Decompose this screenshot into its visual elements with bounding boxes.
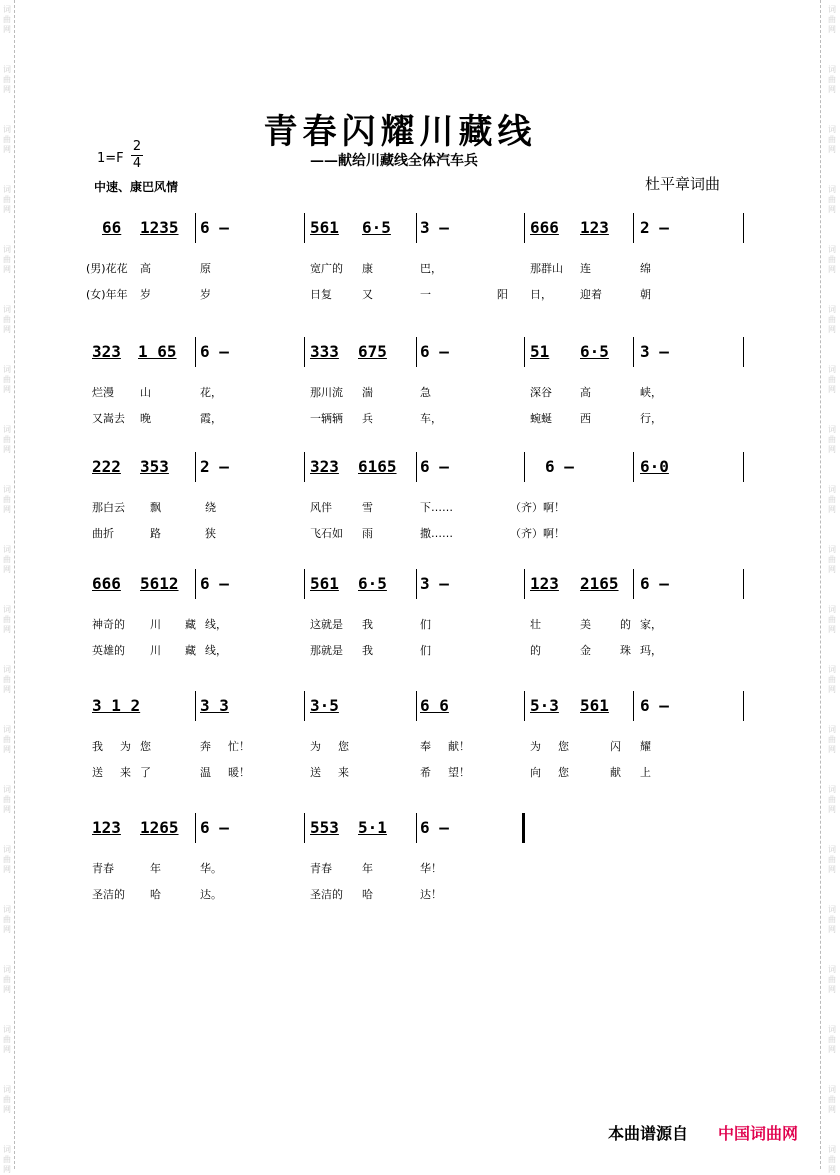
song-subtitle: ——献给川藏线全体汽车兵 — [310, 153, 478, 169]
barline — [416, 337, 417, 367]
footer-site-link[interactable]: 中国词曲网 — [718, 1124, 799, 1143]
note-group: 6 – — [420, 342, 449, 361]
lyric-verse-2: 兵 — [362, 412, 373, 425]
lyric-verse-2: 的 — [530, 644, 541, 657]
lyric-verse-2: 又嵩去 — [92, 412, 125, 425]
note-group: 6 – — [200, 818, 229, 837]
lyric-verse-2: 温 — [200, 766, 211, 779]
lyric-verse-1: 康 — [362, 262, 373, 275]
lyric-verse-1: 那白云 — [92, 501, 125, 514]
lyric-verse-2: 哈 — [150, 888, 161, 901]
barline — [304, 691, 305, 721]
note-group: 6 – — [420, 457, 449, 476]
lyric-verse-2: 望！ — [448, 766, 470, 779]
barline — [304, 569, 305, 599]
lyric-verse-1: 藏 — [185, 618, 196, 631]
lyric-verse-1: 家， — [640, 618, 662, 631]
lyric-verse-1: 为 — [530, 740, 541, 753]
note-group: 6 – — [420, 818, 449, 837]
lyric-verse-2: 车， — [420, 412, 442, 425]
note-group: 6 6 — [420, 696, 449, 715]
lyric-verse-2: 飞石如 — [310, 527, 343, 540]
lyric-verse-2: 行， — [640, 412, 662, 425]
composer-credit: 杜平章词曲 — [645, 175, 721, 193]
lyric-verse-1: 您 — [338, 740, 349, 753]
lyric-verse-2: 蜿蜒 — [530, 412, 552, 425]
lyric-verse-1: 山 — [140, 386, 151, 399]
note-group: 323 — [92, 342, 121, 361]
lyric-verse-1: 耀 — [640, 740, 651, 753]
watermark-text: 词 曲 网 — [828, 905, 836, 934]
barline — [524, 691, 525, 721]
lyric-verse-2: 岁 — [140, 288, 151, 301]
watermark-text: 词 曲 网 — [3, 5, 11, 34]
lyric-verse-2: 送 — [310, 766, 321, 779]
lyric-verse-2: 川 — [150, 644, 161, 657]
lyric-verse-1: 花， — [200, 386, 222, 399]
watermark-text: 词 曲 网 — [3, 665, 11, 694]
note-group: 222 — [92, 457, 121, 476]
watermark-text: 词 曲 网 — [828, 185, 836, 214]
lyric-verse-1: 原 — [200, 262, 211, 275]
lyric-verse-1: (男)花花 — [86, 262, 128, 275]
watermark-text: 词 曲 网 — [828, 65, 836, 94]
watermark-text: 词 曲 网 — [3, 725, 11, 754]
note-group: 2 – — [200, 457, 229, 476]
note-group: 6 – — [200, 342, 229, 361]
lyric-verse-1: 闪 — [610, 740, 621, 753]
note-group: 6·0 — [640, 457, 669, 476]
watermark-text: 词 曲 网 — [3, 1145, 11, 1174]
watermark-text: 词 曲 网 — [828, 245, 836, 274]
lyric-verse-2: 那就是 — [310, 644, 343, 657]
lyric-verse-1: 连 — [580, 262, 591, 275]
note-group: 5·3 — [530, 696, 559, 715]
note-group: 3 – — [420, 218, 449, 237]
lyric-verse-1: 为 — [310, 740, 321, 753]
lyric-verse-2: （齐）啊！ — [510, 527, 565, 540]
lyric-verse-2: 希 — [420, 766, 431, 779]
watermark-text: 词 曲 网 — [3, 125, 11, 154]
lyric-verse-2: 岁 — [200, 288, 211, 301]
barline — [633, 452, 634, 482]
lyric-verse-1: 您 — [140, 740, 151, 753]
lyric-verse-2: 达！ — [420, 888, 442, 901]
lyric-verse-1: 那川流 — [310, 386, 343, 399]
lyric-verse-1: 奉 — [420, 740, 431, 753]
note-group: 6 – — [200, 574, 229, 593]
lyric-verse-2: 我 — [362, 644, 373, 657]
watermark-text: 词 曲 网 — [828, 785, 836, 814]
lyric-verse-2: 又 — [362, 288, 373, 301]
lyric-verse-2: 上 — [640, 766, 651, 779]
lyric-verse-1: 的 — [620, 618, 631, 631]
watermark-text: 词 曲 网 — [828, 605, 836, 634]
barline — [633, 337, 634, 367]
barline — [524, 337, 525, 367]
watermark-text: 词 曲 网 — [828, 965, 836, 994]
note-group: 675 — [358, 342, 387, 361]
note-group: 5·1 — [358, 818, 387, 837]
watermark-text: 词 曲 网 — [828, 545, 836, 574]
barline — [416, 569, 417, 599]
barline — [633, 213, 634, 243]
song-title: 青春闪耀川藏线 — [263, 112, 537, 152]
lyric-verse-1: 巴， — [420, 262, 442, 275]
note-group: 6·5 — [362, 218, 391, 237]
barline — [195, 452, 196, 482]
time-signature — [131, 139, 143, 172]
note-group: 666 — [92, 574, 121, 593]
note-group: 6·5 — [358, 574, 387, 593]
watermark-text: 词 曲 网 — [828, 485, 836, 514]
note-group: 353 — [140, 457, 169, 476]
lyric-verse-1: 青春 — [310, 862, 332, 875]
lyric-verse-1: 美 — [580, 618, 591, 631]
watermark-text: 词 曲 网 — [828, 1085, 836, 1114]
lyric-verse-1: 风伴 — [310, 501, 332, 514]
barline — [416, 691, 417, 721]
time-signature-bottom: 4 — [132, 156, 142, 171]
lyric-verse-1: 绕 — [205, 501, 216, 514]
barline — [195, 213, 196, 243]
watermark-text: 词 曲 网 — [828, 5, 836, 34]
lyric-verse-2: 们 — [420, 644, 431, 657]
lyric-verse-2: 暖！ — [228, 766, 250, 779]
footer-source-label: 本曲谱源自 — [608, 1124, 689, 1143]
barline — [524, 452, 525, 482]
lyric-verse-2: 来 — [338, 766, 349, 779]
lyric-verse-2: 来 — [120, 766, 131, 779]
note-group: 6165 — [358, 457, 397, 476]
barline — [304, 813, 305, 843]
lyric-verse-2: 了 — [140, 766, 151, 779]
watermark-text: 词 曲 网 — [3, 545, 11, 574]
barline — [416, 213, 417, 243]
watermark-text: 词 曲 网 — [3, 185, 11, 214]
watermark-text: 词 曲 网 — [828, 425, 836, 454]
lyric-verse-2: 一 — [420, 288, 431, 301]
lyric-verse-1: 我 — [362, 618, 373, 631]
barline — [633, 691, 634, 721]
lyric-verse-2: 珠 — [620, 644, 631, 657]
barline — [743, 213, 744, 243]
barline — [304, 337, 305, 367]
barline — [195, 337, 196, 367]
lyric-verse-1: 您 — [558, 740, 569, 753]
lyric-verse-1: 这就是 — [310, 618, 343, 631]
barline — [195, 813, 196, 843]
note-group: 123 — [530, 574, 559, 593]
lyric-verse-1: 忙！ — [228, 740, 250, 753]
lyric-verse-1: 川 — [150, 618, 161, 631]
note-group: 2 – — [640, 218, 669, 237]
lyric-verse-2: 您 — [558, 766, 569, 779]
note-group: 3 3 — [200, 696, 229, 715]
lyric-verse-1: 年 — [150, 862, 161, 875]
barline — [743, 337, 744, 367]
lyric-verse-2: 玛， — [640, 644, 662, 657]
lyric-verse-1: 为 — [120, 740, 131, 753]
watermark-text: 词 曲 网 — [3, 65, 11, 94]
barline — [416, 452, 417, 482]
lyric-verse-2: (女)年年 — [86, 288, 128, 301]
lyric-verse-2: 雨 — [362, 527, 373, 540]
watermark-text: 词 曲 网 — [828, 125, 836, 154]
lyric-verse-1: 下…… — [420, 501, 453, 514]
lyric-verse-1: 绵 — [640, 262, 651, 275]
lyric-verse-2: 路 — [150, 527, 161, 540]
watermark-text: 词 曲 网 — [3, 845, 11, 874]
note-group: 3·5 — [310, 696, 339, 715]
time-signature-top: 2 — [132, 139, 142, 154]
note-group: 3 – — [420, 574, 449, 593]
barline — [524, 213, 525, 243]
lyric-verse-1: 奔 — [200, 740, 211, 753]
lyric-verse-2: 线， — [205, 644, 227, 657]
note-group: 1265 — [140, 818, 179, 837]
lyric-verse-1: （齐）啊！ — [510, 501, 565, 514]
note-group: 553 — [310, 818, 339, 837]
barline — [633, 569, 634, 599]
lyric-verse-1: 献！ — [448, 740, 470, 753]
lyric-verse-1: 青春 — [92, 862, 114, 875]
tempo-marking: 中速、康巴风情 — [94, 180, 179, 194]
note-group: 51 — [530, 342, 550, 361]
note-group: 66 — [102, 218, 122, 237]
lyric-verse-1: 雪 — [362, 501, 373, 514]
note-group: 6 – — [640, 574, 669, 593]
barline — [304, 452, 305, 482]
watermark-text: 词 曲 网 — [3, 425, 11, 454]
lyric-verse-1: 华。 — [200, 862, 222, 875]
lyric-verse-2: 金 — [580, 644, 591, 657]
lyric-verse-1: 壮 — [530, 618, 541, 631]
barline — [195, 691, 196, 721]
watermark-text: 词 曲 网 — [828, 365, 836, 394]
key-signature: 1=F — [97, 151, 124, 166]
lyric-verse-2: 英雄的 — [92, 644, 125, 657]
note-group: 6 – — [640, 696, 669, 715]
lyric-verse-1: 峡， — [640, 386, 662, 399]
note-group: 123 — [580, 218, 609, 237]
lyric-verse-1: 宽广的 — [310, 262, 343, 275]
note-group: 2165 — [580, 574, 619, 593]
watermark-text: 词 曲 网 — [3, 605, 11, 634]
note-group: 123 — [92, 818, 121, 837]
lyric-verse-2: 阳 — [497, 288, 508, 301]
barline — [304, 213, 305, 243]
lyric-verse-2: 曲折 — [92, 527, 114, 540]
note-group: 561 — [580, 696, 609, 715]
note-group: 3 – — [640, 342, 669, 361]
watermark-text: 词 曲 网 — [3, 245, 11, 274]
note-group: 323 — [310, 457, 339, 476]
barline — [524, 569, 525, 599]
watermark-text: 词 曲 网 — [828, 305, 836, 334]
lyric-verse-2: 圣洁的 — [92, 888, 125, 901]
lyric-verse-1: 华！ — [420, 862, 442, 875]
lyric-verse-2: 狭 — [205, 527, 216, 540]
barline — [743, 691, 744, 721]
barline — [743, 569, 744, 599]
lyric-verse-2: 向 — [530, 766, 541, 779]
lyric-verse-1: 神奇的 — [92, 618, 125, 631]
lyric-verse-2: 朝 — [640, 288, 651, 301]
watermark-text: 词 曲 网 — [3, 1025, 11, 1054]
watermark-text: 词 曲 网 — [3, 365, 11, 394]
watermark-text: 词 曲 网 — [3, 1085, 11, 1114]
lyric-verse-1: 飘 — [150, 501, 161, 514]
watermark-text: 词 曲 网 — [3, 785, 11, 814]
lyric-verse-2: 达。 — [200, 888, 222, 901]
lyric-verse-1: 高 — [580, 386, 591, 399]
note-group: 561 — [310, 218, 339, 237]
lyric-verse-1: 年 — [362, 862, 373, 875]
lyric-verse-2: 晚 — [140, 412, 151, 425]
barline — [195, 569, 196, 599]
note-group: 3 1 2 — [92, 696, 141, 715]
lyric-verse-2: 一辆辆 — [310, 412, 343, 425]
barline — [743, 452, 744, 482]
lyric-verse-1: 急 — [420, 386, 431, 399]
watermark-text: 词 曲 网 — [3, 965, 11, 994]
lyric-verse-1: 们 — [420, 618, 431, 631]
note-group: 6 – — [200, 218, 229, 237]
lyric-verse-1: 深谷 — [530, 386, 552, 399]
lyric-verse-1: 那群山 — [530, 262, 563, 275]
barline — [416, 813, 417, 843]
lyric-verse-2: 日， — [530, 288, 552, 301]
note-group: 6·5 — [580, 342, 609, 361]
watermark-text: 词 曲 网 — [828, 1025, 836, 1054]
lyric-verse-1: 我 — [92, 740, 103, 753]
lyric-verse-1: 线， — [205, 618, 227, 631]
lyric-verse-2: 献 — [610, 766, 621, 779]
watermark-text: 词 曲 网 — [828, 665, 836, 694]
watermark-text: 词 曲 网 — [828, 1145, 836, 1174]
note-group: 1 65 — [138, 342, 177, 361]
left-margin-line — [14, 0, 29, 1169]
lyric-verse-2: 圣洁的 — [310, 888, 343, 901]
lyric-verse-2: 哈 — [362, 888, 373, 901]
note-group: 6 – — [545, 457, 574, 476]
lyric-verse-2: 西 — [580, 412, 591, 425]
barline — [522, 813, 525, 843]
lyric-verse-2: 霞， — [200, 412, 222, 425]
note-group: 561 — [310, 574, 339, 593]
note-group: 5612 — [140, 574, 179, 593]
lyric-verse-1: 烂漫 — [92, 386, 114, 399]
lyric-verse-2: 撒…… — [420, 527, 453, 540]
lyric-verse-1: 高 — [140, 262, 151, 275]
lyric-verse-2: 日复 — [310, 288, 332, 301]
watermark-text: 词 曲 网 — [828, 845, 836, 874]
watermark-text: 词 曲 网 — [828, 725, 836, 754]
watermark-text: 词 曲 网 — [3, 905, 11, 934]
note-group: 666 — [530, 218, 559, 237]
lyric-verse-2: 迎着 — [580, 288, 602, 301]
note-group: 333 — [310, 342, 339, 361]
watermark-text: 词 曲 网 — [3, 485, 11, 514]
lyric-verse-1: 湍 — [362, 386, 373, 399]
note-group: 1235 — [140, 218, 179, 237]
lyric-verse-2: 送 — [92, 766, 103, 779]
lyric-verse-2: 藏 — [185, 644, 196, 657]
watermark-text: 词 曲 网 — [3, 305, 11, 334]
